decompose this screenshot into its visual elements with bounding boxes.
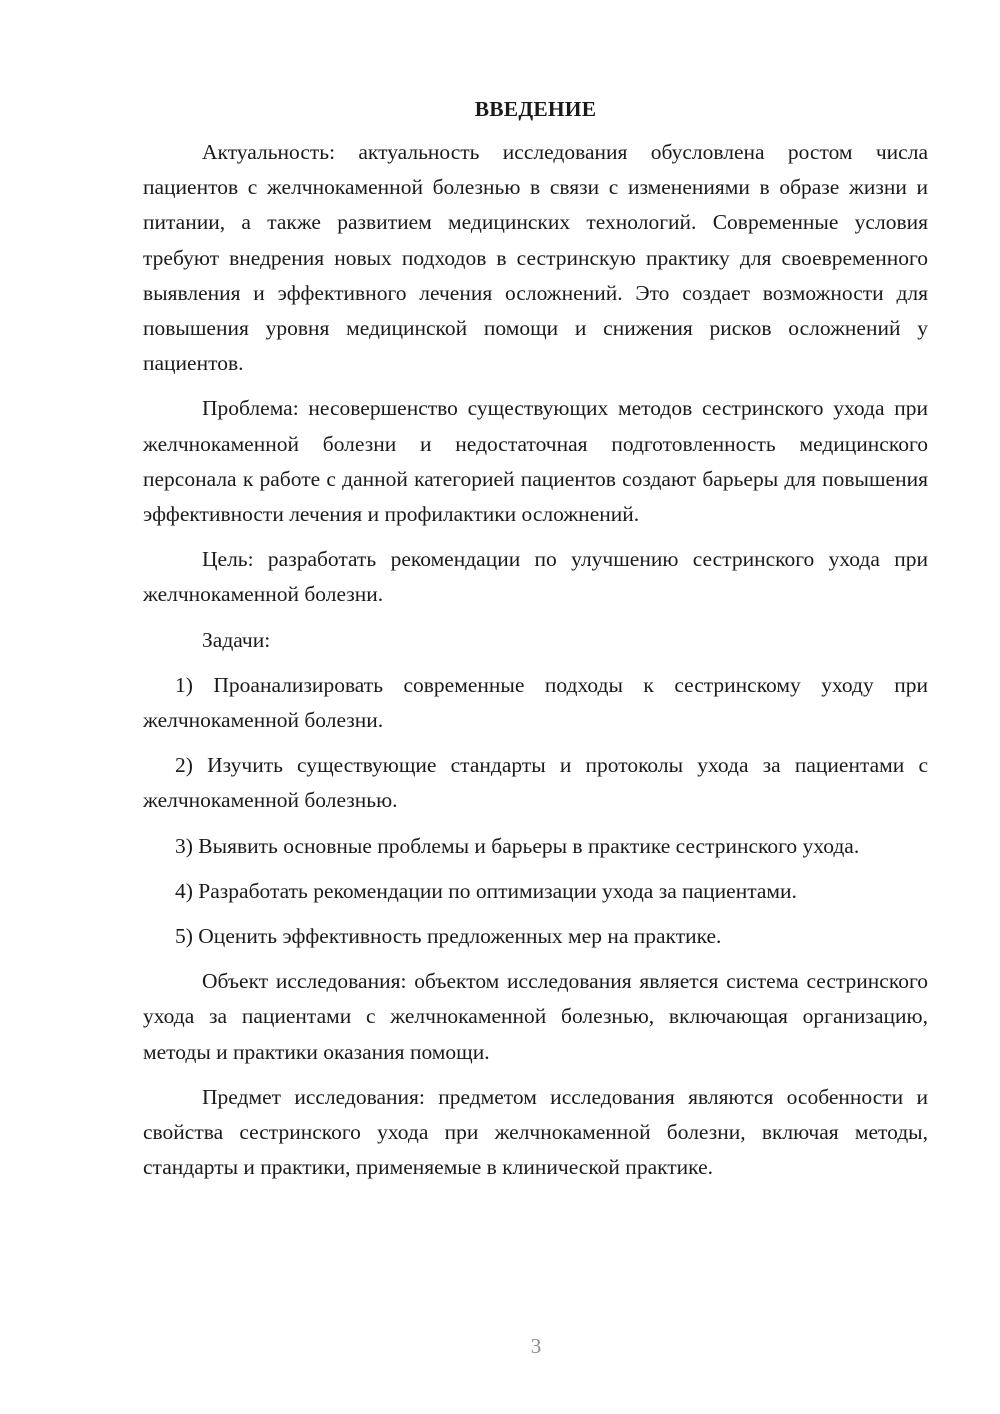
paragraph-goal: Цель: разработать рекомендации по улучшению сестринского ухода при желчнокаменной болезни. xyxy=(143,547,928,607)
section-title: ВВЕДЕНИЕ xyxy=(474,97,597,121)
paragraph-relevance: Актуальность: актуальность исследования обусловлена ростом числа пациентов с желчнокаменной болезнью в связи с изменениями в образе жизни и питании, а также развитием медицинских технологий. Современные условия требуют внедрения новых подходов в сестринскую практику для своевременного выявления и эффективного лечения осложнений. Это создает возможности для повышения уровня медицинской помощи и снижения рисков осложнений у пациентов. xyxy=(143,140,928,376)
task-item: 5) Оценить эффективность предложенных мер на практике. xyxy=(175,924,722,949)
paragraph-subject: Предмет исследования: предметом исследования являются особенности и свойства сестринского ухода при желчнокаменной болезни, включая методы, стандарты и практики, применяемые в клинической практике. xyxy=(143,1084,928,1180)
page-number: 3 xyxy=(530,1334,542,1358)
paragraph-object: Объект исследования: объектом исследования является система сестринского ухода за пациентами с желчнокаменной болезнью, включающая организацию, методы и практики оказания помощи. xyxy=(143,969,928,1064)
paragraph-tasks-heading: Задачи: xyxy=(202,627,271,652)
task-item: 2) Изучить существующие стандарты и протоколы ухода за пациентами с желчнокаменной болезнью. xyxy=(143,753,928,813)
document-page xyxy=(143,92,928,1195)
task-item: 3) Выявить основные проблемы и барьеры в практике сестринского ухода. xyxy=(175,833,860,858)
paragraph-problem: Проблема: несовершенство существующих методов сестринского ухода при желчнокаменной болезни и недостаточная подготовленность медицинского персонала к работе с данной категорией пациентов создают барьеры для повышения эффективности лечения и профилактики осложнений. xyxy=(143,396,928,527)
task-item: 4) Разработать рекомендации по оптимизации ухода за пациентами. xyxy=(175,878,797,903)
task-item: 1) Проанализировать современные подходы к сестринскому уходу при желчнокаменной болезни. xyxy=(143,672,928,733)
